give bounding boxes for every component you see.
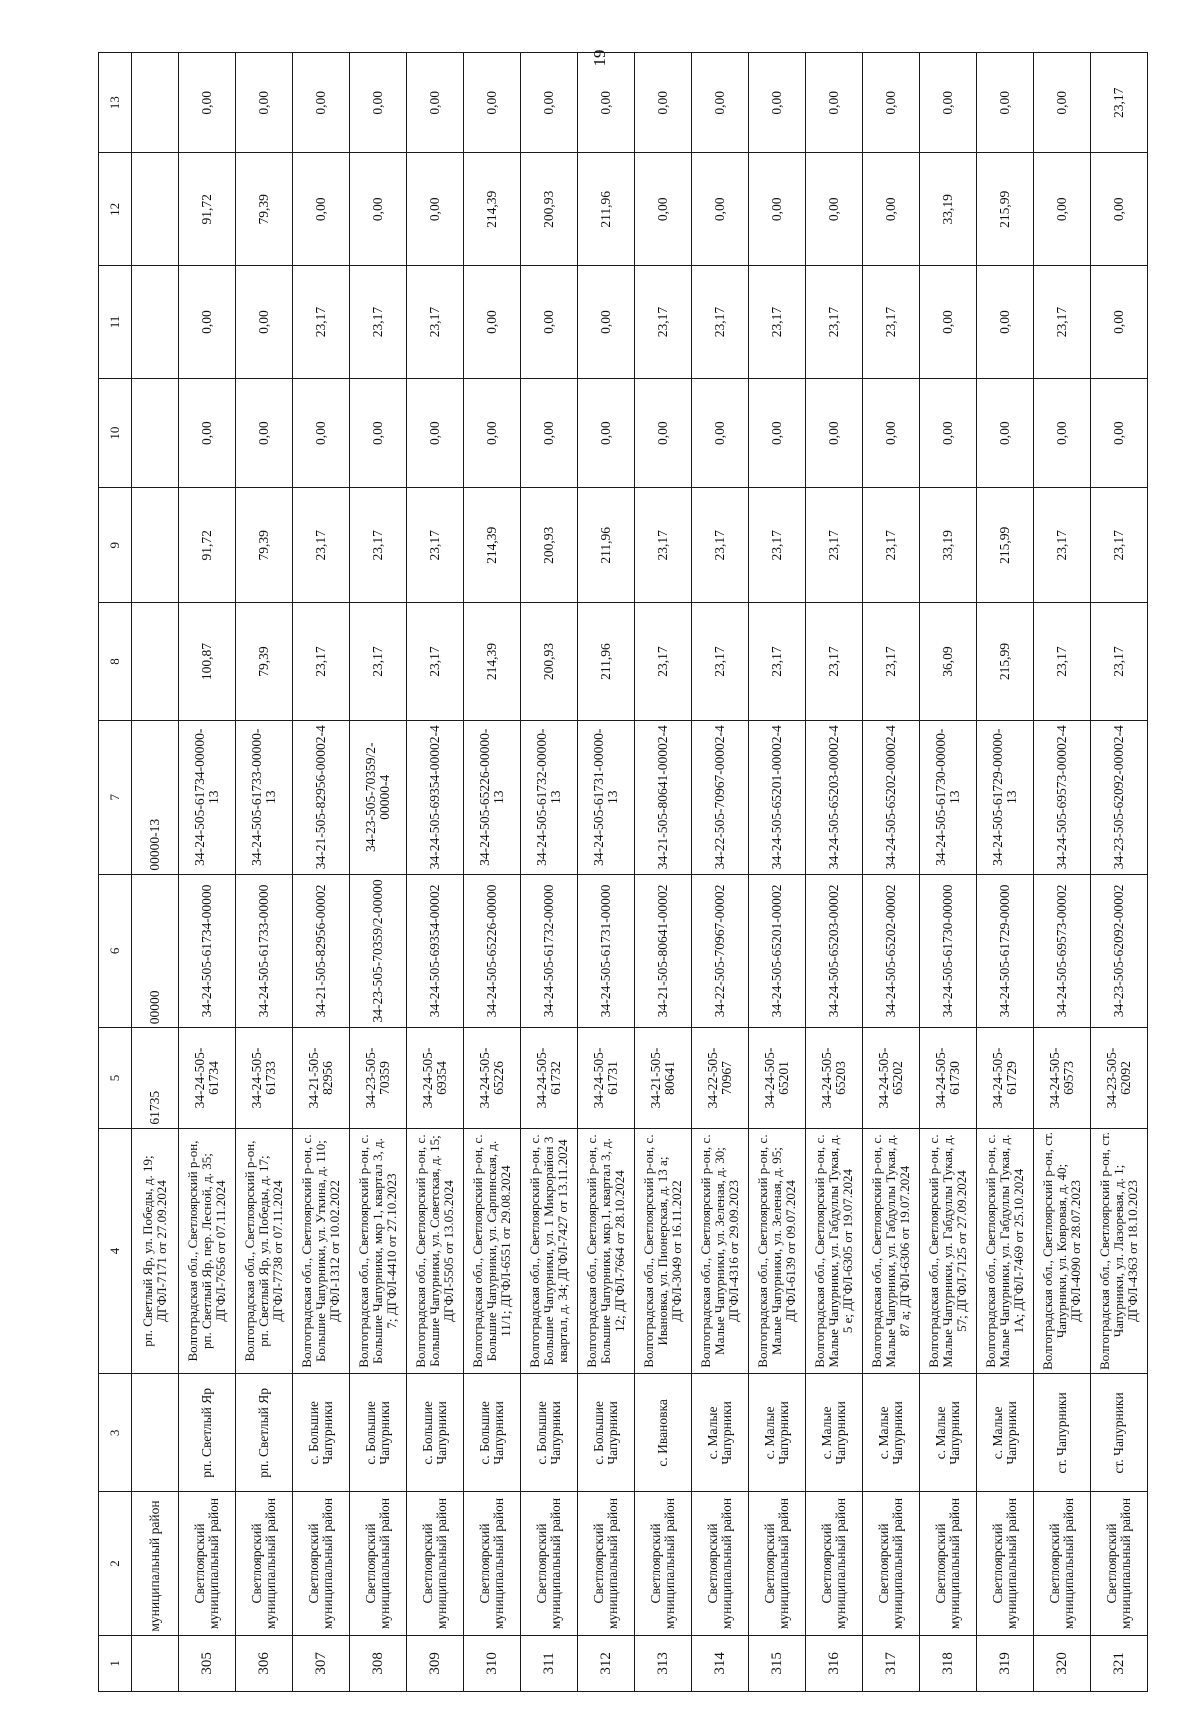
code5-cell: 34-23-505-62092 [1091, 1028, 1148, 1128]
value-col12: 0,00 [1091, 153, 1148, 266]
rotated-table-wrapper [98, 52, 1140, 1692]
row-number: 305 [179, 1635, 236, 1691]
code5-cell: 34-24-505-61732 [521, 1028, 578, 1128]
district-cell: Светлоярский муниципальный район [977, 1492, 1034, 1635]
code5-cell: 34-24-505-65203 [806, 1028, 863, 1128]
locality-cell: с. Большие Чапурники [407, 1374, 464, 1492]
table-row [521, 53, 578, 1692]
value-col12: 0,00 [749, 153, 806, 266]
table-row [806, 53, 863, 1692]
address-cell: Волгоградская обл., Светлоярский р-он, рп. Светлый Яр, пер. Лесной, д. 35; ДГФЛ-7656 от 07.11.2024 [179, 1128, 236, 1374]
value-col9: 23,17 [863, 488, 920, 603]
cont-locality [132, 1374, 179, 1492]
header-cell: 12 [99, 153, 132, 266]
value-col12: 0,00 [407, 153, 464, 266]
value-col11: 0,00 [1091, 266, 1148, 379]
value-col13: 0,00 [407, 53, 464, 153]
value-col12: 211,96 [578, 153, 635, 266]
value-col8: 211,96 [578, 603, 635, 721]
district-cell: Светлоярский муниципальный район [806, 1492, 863, 1635]
value-col10: 0,00 [920, 378, 977, 488]
value-col10: 0,00 [977, 378, 1034, 488]
value-col8: 23,17 [293, 603, 350, 721]
address-cell: Волгоградская обл., Светлоярский р-он, с. Малые Чапурники, ул. Габдуллы Тукая, д. 5 е; ДГФЛ-6305 от 19.07.2024 [806, 1128, 863, 1374]
address-cell: Волгоградская обл., Светлоярский р-он, с. Большие Чапурники, ул. Уткина, д. 110; ДГФЛ-1312 от 10.02.2022 [293, 1128, 350, 1374]
address-cell: Волгоградская обл., Светлоярский р-он, с. Большие Чапурники, ул. Советская, д. 15; ДГФЛ-5505 от 13.05.2024 [407, 1128, 464, 1374]
cont-code5: 61735 [132, 1028, 179, 1128]
value-col8: 23,17 [1091, 603, 1148, 721]
header-cell: 10 [99, 378, 132, 488]
code5-cell: 34-24-505-61734 [179, 1028, 236, 1128]
locality-cell: рп. Светлый Яр [179, 1374, 236, 1492]
table-row [977, 53, 1034, 1692]
value-col10: 0,00 [1091, 378, 1148, 488]
code7-cell: 34-24-505-61729-00000-13 [977, 720, 1034, 874]
value-col10: 0,00 [464, 378, 521, 488]
table-row [293, 53, 350, 1692]
value-col8: 214,39 [464, 603, 521, 721]
table-row [464, 53, 521, 1692]
value-col11: 23,17 [692, 266, 749, 379]
value-col9: 23,17 [692, 488, 749, 603]
district-cell: Светлоярский муниципальный район [350, 1492, 407, 1635]
value-col9: 79,39 [236, 488, 293, 603]
value-col10: 0,00 [578, 378, 635, 488]
value-col11: 0,00 [179, 266, 236, 379]
value-col8: 36,09 [920, 603, 977, 721]
code6-cell: 34-24-505-65201-00002 [749, 874, 806, 1028]
locality-cell: с. Большие Чапурники [293, 1374, 350, 1492]
code5-cell: 34-24-505-61729 [977, 1028, 1034, 1128]
cont-district: муниципальный район [132, 1492, 179, 1635]
locality-cell: с. Малые Чапурники [977, 1374, 1034, 1492]
district-cell: Светлоярский муниципальный район [521, 1492, 578, 1635]
address-cell: Волгоградская обл., Светлоярский р-он, с. Большие Чапурники, ул. Сарпинская, д. 11/1; ДГФЛ-6551 от 29.08.2024 [464, 1128, 521, 1374]
value-col10: 0,00 [635, 378, 692, 488]
table-row [692, 53, 749, 1692]
value-col13: 0,00 [920, 53, 977, 153]
data-table [98, 52, 1148, 1692]
cont-c13 [132, 53, 179, 153]
code7-cell: 34-24-505-65201-00002-4 [749, 720, 806, 874]
value-col13: 0,00 [464, 53, 521, 153]
address-cell: Волгоградская обл., Светлоярский р-он, ст. Чапурники, ул. Ковровая, д. 40; ДГФЛ-4090 от 28.07.2023 [1034, 1128, 1091, 1374]
header-cell: 9 [99, 488, 132, 603]
value-col13: 0,00 [578, 53, 635, 153]
district-cell: Светлоярский муниципальный район [578, 1492, 635, 1635]
code7-cell: 34-24-505-61730-00000-13 [920, 720, 977, 874]
locality-cell: с. Ивановка [635, 1374, 692, 1492]
locality-cell: рп. Светлый Яр [236, 1374, 293, 1492]
header-cell: 8 [99, 603, 132, 721]
row-number: 312 [578, 1635, 635, 1691]
code7-cell: 34-24-505-69354-00002-4 [407, 720, 464, 874]
value-col12: 0,00 [293, 153, 350, 266]
table-row [1091, 53, 1148, 1692]
value-col8: 23,17 [806, 603, 863, 721]
row-number: 310 [464, 1635, 521, 1691]
address-cell: Волгоградская обл., Светлоярский р-он, с. Большие Чапурники, ул. 1 Микрорайон 3 квартал, д. 34; ДГФЛ-7427 от 13.11.2024 [521, 1128, 578, 1374]
code7-cell: 34-24-505-61732-00000-13 [521, 720, 578, 874]
value-col9: 23,17 [1091, 488, 1148, 603]
value-col9: 23,17 [350, 488, 407, 603]
value-col10: 0,00 [350, 378, 407, 488]
district-cell: Светлоярский муниципальный район [863, 1492, 920, 1635]
value-col13: 0,00 [1034, 53, 1091, 153]
value-col10: 0,00 [749, 378, 806, 488]
address-cell: Волгоградская обл., Светлоярский р-он, ст. Чапурники, ул. Лазоревая, д. 1; ДГФЛ-4363 от 18.10.2023 [1091, 1128, 1148, 1374]
code6-cell: 34-24-505-65226-00000 [464, 874, 521, 1028]
value-col13: 0,00 [350, 53, 407, 153]
code5-cell: 34-23-505-70359 [350, 1028, 407, 1128]
row-number: 320 [1034, 1635, 1091, 1691]
value-col13: 0,00 [521, 53, 578, 153]
value-col12: 214,39 [464, 153, 521, 266]
district-cell: Светлоярский муниципальный район [692, 1492, 749, 1635]
district-cell: Светлоярский муниципальный район [1091, 1492, 1148, 1635]
value-col12: 33,19 [920, 153, 977, 266]
table-row [635, 53, 692, 1692]
value-col9: 214,39 [464, 488, 521, 603]
code7-cell: 34-21-505-82956-00002-4 [293, 720, 350, 874]
header-cell: 6 [99, 874, 132, 1028]
row-number: 321 [1091, 1635, 1148, 1691]
value-col11: 23,17 [749, 266, 806, 379]
district-cell: Светлоярский муниципальный район [236, 1492, 293, 1635]
table-row [749, 53, 806, 1692]
header-cell: 1 [99, 1635, 132, 1691]
code5-cell: 34-24-505-61733 [236, 1028, 293, 1128]
value-col12: 91,72 [179, 153, 236, 266]
cont-c9 [132, 488, 179, 603]
code7-cell: 34-24-505-61731-00000-13 [578, 720, 635, 874]
code7-cell: 34-24-505-65203-00002-4 [806, 720, 863, 874]
value-col11: 23,17 [293, 266, 350, 379]
value-col10: 0,00 [179, 378, 236, 488]
value-col8: 23,17 [407, 603, 464, 721]
row-number: 309 [407, 1635, 464, 1691]
value-col9: 215,99 [977, 488, 1034, 603]
value-col8: 79,39 [236, 603, 293, 721]
code7-cell: 34-23-505-70359/2-00000-4 [350, 720, 407, 874]
header-cell: 11 [99, 266, 132, 379]
district-cell: Светлоярский муниципальный район [1034, 1492, 1091, 1635]
value-col13: 0,00 [293, 53, 350, 153]
code6-cell: 34-24-505-65202-00002 [863, 874, 920, 1028]
value-col9: 23,17 [293, 488, 350, 603]
value-col9: 23,17 [635, 488, 692, 603]
value-col13: 23,17 [1091, 53, 1148, 153]
row-number: 308 [350, 1635, 407, 1691]
locality-cell: с. Большие Чапурники [464, 1374, 521, 1492]
code7-cell: 34-23-505-62092-00002-4 [1091, 720, 1148, 874]
address-cell: Волгоградская обл., Светлоярский р-он, с. Малые Чапурники, ул. Габдуллы Тукая, д. 57; ДГФЛ-7125 от 27.09.2024 [920, 1128, 977, 1374]
value-col9: 33,19 [920, 488, 977, 603]
district-cell: Светлоярский муниципальный район [293, 1492, 350, 1635]
page-number: 19 [590, 49, 609, 67]
code5-cell: 34-24-505-69354 [407, 1028, 464, 1128]
locality-cell: с. Малые Чапурники [806, 1374, 863, 1492]
header-cell: 5 [99, 1028, 132, 1128]
value-col10: 0,00 [863, 378, 920, 488]
row-number: 307 [293, 1635, 350, 1691]
value-col12: 200,93 [521, 153, 578, 266]
code5-cell: 34-24-505-61730 [920, 1028, 977, 1128]
row-number: 316 [806, 1635, 863, 1691]
table-row [236, 53, 293, 1692]
value-col10: 0,00 [236, 378, 293, 488]
value-col11: 23,17 [350, 266, 407, 379]
locality-cell: с. Малые Чапурники [692, 1374, 749, 1492]
header-cell: 3 [99, 1374, 132, 1492]
value-col9: 23,17 [1034, 488, 1091, 603]
value-col8: 215,99 [977, 603, 1034, 721]
locality-cell: с. Большие Чапурники [350, 1374, 407, 1492]
value-col8: 23,17 [692, 603, 749, 721]
row-number: 315 [749, 1635, 806, 1691]
code5-cell: 34-21-505-82956 [293, 1028, 350, 1128]
code7-cell: 34-21-505-80641-00002-4 [635, 720, 692, 874]
table-row [350, 53, 407, 1692]
value-col9: 23,17 [806, 488, 863, 603]
table-row [578, 53, 635, 1692]
cont-address: рп. Светлый Яр, ул. Победы, д. 19; ДГФЛ-7171 от 27.09.2024 [132, 1128, 179, 1374]
value-col9: 23,17 [407, 488, 464, 603]
value-col11: 0,00 [920, 266, 977, 379]
value-col11: 0,00 [977, 266, 1034, 379]
value-col11: 23,17 [1034, 266, 1091, 379]
row-number: 319 [977, 1635, 1034, 1691]
value-col12: 0,00 [635, 153, 692, 266]
district-cell: Светлоярский муниципальный район [464, 1492, 521, 1635]
code6-cell: 34-24-505-61729-00000 [977, 874, 1034, 1028]
value-col13: 0,00 [977, 53, 1034, 153]
code7-cell: 34-24-505-61734-00000-13 [179, 720, 236, 874]
value-col11: 0,00 [236, 266, 293, 379]
value-col10: 0,00 [521, 378, 578, 488]
value-col13: 0,00 [749, 53, 806, 153]
code5-cell: 34-24-505-65226 [464, 1028, 521, 1128]
address-cell: Волгоградская обл., Светлоярский р-он, с. Малые Чапурники, ул. Зеленая, д. 30; ДГФЛ-4316 от 29.09.2023 [692, 1128, 749, 1374]
district-cell: Светлоярский муниципальный район [407, 1492, 464, 1635]
code5-cell: 34-24-505-65201 [749, 1028, 806, 1128]
cont-c11 [132, 266, 179, 379]
address-cell: Волгоградская обл., Светлоярский р-он, с. Малые Чапурники, ул. Габдуллы Тукая, д. 1А; ДГФЛ-7469 от 25.10.2024 [977, 1128, 1034, 1374]
district-cell: Светлоярский муниципальный район [179, 1492, 236, 1635]
value-col9: 200,93 [521, 488, 578, 603]
table-row [179, 53, 236, 1692]
value-col10: 0,00 [692, 378, 749, 488]
code5-cell: 34-21-505-80641 [635, 1028, 692, 1128]
cont-c12 [132, 153, 179, 266]
code6-cell: 34-24-505-69354-00002 [407, 874, 464, 1028]
value-col10: 0,00 [1034, 378, 1091, 488]
value-col12: 0,00 [692, 153, 749, 266]
code6-cell: 34-24-505-69573-00002 [1034, 874, 1091, 1028]
district-cell: Светлоярский муниципальный район [920, 1492, 977, 1635]
value-col8: 23,17 [350, 603, 407, 721]
cont-c8 [132, 603, 179, 721]
value-col8: 23,17 [1034, 603, 1091, 721]
value-col11: 23,17 [806, 266, 863, 379]
code5-cell: 34-24-505-61731 [578, 1028, 635, 1128]
value-col13: 0,00 [635, 53, 692, 153]
value-col8: 23,17 [749, 603, 806, 721]
row-number: 318 [920, 1635, 977, 1691]
locality-cell: с. Большие Чапурники [578, 1374, 635, 1492]
locality-cell: с. Малые Чапурники [749, 1374, 806, 1492]
value-col13: 0,00 [236, 53, 293, 153]
value-col12: 0,00 [863, 153, 920, 266]
address-cell: Волгоградская обл., Светлоярский р-он, с. Большие Чапурники, мкр 1, квартал 3, д. 7; ДГФЛ-4410 от 27.10.2023 [350, 1128, 407, 1374]
value-col12: 0,00 [1034, 153, 1091, 266]
header-cell: 7 [99, 720, 132, 874]
row-number: 317 [863, 1635, 920, 1691]
value-col12: 0,00 [806, 153, 863, 266]
locality-cell: с. Большие Чапурники [521, 1374, 578, 1492]
code6-cell: 34-24-505-65203-00002 [806, 874, 863, 1028]
header-cell: 13 [99, 53, 132, 153]
value-col11: 23,17 [635, 266, 692, 379]
locality-cell: с. Малые Чапурники [863, 1374, 920, 1492]
code6-cell: 34-24-505-61733-00000 [236, 874, 293, 1028]
value-col8: 23,17 [635, 603, 692, 721]
row-number: 306 [236, 1635, 293, 1691]
code6-cell: 34-24-505-61731-00000 [578, 874, 635, 1028]
table-row [407, 53, 464, 1692]
value-col11: 0,00 [464, 266, 521, 379]
locality-cell: ст. Чапурники [1034, 1374, 1091, 1492]
code7-cell: 34-24-505-69573-00002-4 [1034, 720, 1091, 874]
code5-cell: 34-24-505-69573 [1034, 1028, 1091, 1128]
cont-cell-1 [132, 1635, 179, 1691]
address-cell: Волгоградская обл., Светлоярский р-он, с. Большие Чапурники, мкр.1, квартал 3, д. 12; ДГФЛ-7664 от 28.10.2024 [578, 1128, 635, 1374]
code6-cell: 34-23-505-70359/2-00000 [350, 874, 407, 1028]
row-number: 311 [521, 1635, 578, 1691]
value-col8: 100,87 [179, 603, 236, 721]
row-number: 313 [635, 1635, 692, 1691]
header-cell: 4 [99, 1128, 132, 1374]
value-col11: 0,00 [578, 266, 635, 379]
code7-cell: 34-24-505-65202-00002-4 [863, 720, 920, 874]
district-cell: Светлоярский муниципальный район [635, 1492, 692, 1635]
address-cell: Волгоградская обл., Светлоярский р-он, с. Малые Чапурники, ул. Зеленая, д. 95; ДГФЛ-6139 от 09.07.2024 [749, 1128, 806, 1374]
value-col10: 0,00 [293, 378, 350, 488]
code6-cell: 34-24-505-61730-00000 [920, 874, 977, 1028]
value-col11: 23,17 [863, 266, 920, 379]
code6-cell: 34-23-505-62092-00002 [1091, 874, 1148, 1028]
value-col9: 23,17 [749, 488, 806, 603]
code6-cell: 34-21-505-82956-00002 [293, 874, 350, 1028]
cont-code6: 00000 [132, 874, 179, 1028]
locality-cell: ст. Чапурники [1091, 1374, 1148, 1492]
address-cell: Волгоградская обл., Светлоярский р-он, с. Малые Чапурники, ул. Габдуллы Тукая, д. 87 а; ДГФЛ-6306 от 19.07.2024 [863, 1128, 920, 1374]
value-col10: 0,00 [806, 378, 863, 488]
value-col12: 0,00 [350, 153, 407, 266]
code7-cell: 34-24-505-61733-00000-13 [236, 720, 293, 874]
value-col13: 0,00 [179, 53, 236, 153]
value-col8: 23,17 [863, 603, 920, 721]
code6-cell: 34-24-505-61734-00000 [179, 874, 236, 1028]
continuation-row [132, 53, 179, 1692]
value-col13: 0,00 [806, 53, 863, 153]
code7-cell: 34-24-505-65226-00000-13 [464, 720, 521, 874]
code6-cell: 34-24-505-61732-00000 [521, 874, 578, 1028]
code7-cell: 34-22-505-70967-00002-4 [692, 720, 749, 874]
cont-c10 [132, 378, 179, 488]
header-row [99, 53, 132, 1692]
table-row [863, 53, 920, 1692]
table-row [1034, 53, 1091, 1692]
value-col12: 79,39 [236, 153, 293, 266]
value-col11: 23,17 [407, 266, 464, 379]
value-col9: 91,72 [179, 488, 236, 603]
value-col11: 0,00 [521, 266, 578, 379]
value-col8: 200,93 [521, 603, 578, 721]
value-col12: 215,99 [977, 153, 1034, 266]
value-col13: 0,00 [692, 53, 749, 153]
address-cell: Волгоградская обл., Светлоярский р-он, с. Ивановка, ул. Пионерская, д. 13 а; ДГФЛ-3049 от 16.11.2022 [635, 1128, 692, 1374]
district-cell: Светлоярский муниципальный район [749, 1492, 806, 1635]
locality-cell: с. Малые Чапурники [920, 1374, 977, 1492]
header-cell: 2 [99, 1492, 132, 1635]
code5-cell: 34-22-505-70967 [692, 1028, 749, 1128]
cont-code7: 00000-13 [132, 720, 179, 874]
value-col13: 0,00 [863, 53, 920, 153]
address-cell: Волгоградская обл., Светлоярский р-он, рп. Светлый Яр, ул. Победы, д. 17; ДГФЛ-7738 от 07.11.2024 [236, 1128, 293, 1374]
code5-cell: 34-24-505-65202 [863, 1028, 920, 1128]
code6-cell: 34-21-505-80641-00002 [635, 874, 692, 1028]
value-col10: 0,00 [407, 378, 464, 488]
row-number: 314 [692, 1635, 749, 1691]
value-col9: 211,96 [578, 488, 635, 603]
table-row [920, 53, 977, 1692]
code6-cell: 34-22-505-70967-00002 [692, 874, 749, 1028]
